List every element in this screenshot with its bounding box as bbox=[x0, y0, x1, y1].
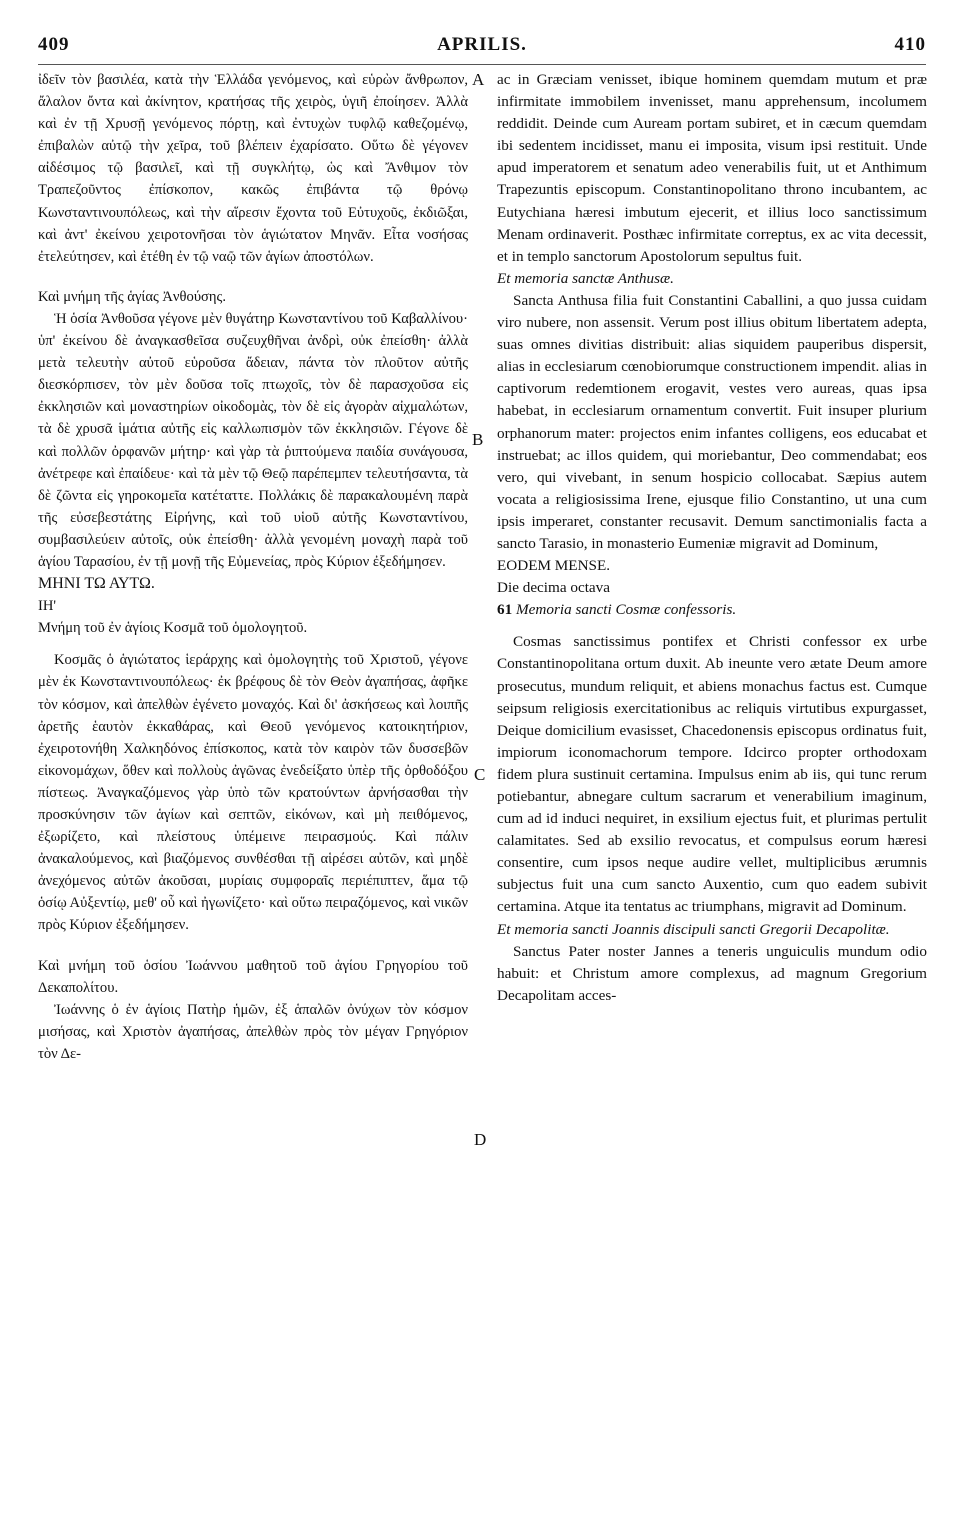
running-title: APRILIS. bbox=[437, 34, 527, 55]
latin-heading-text: Memoria sancti Cosmæ confessoris. bbox=[515, 601, 737, 619]
page-header bbox=[38, 34, 926, 65]
latin-column bbox=[497, 69, 927, 1007]
entry-number: 61 bbox=[497, 601, 513, 619]
greek-section-heading: ΜΗΝΙ ΤΩ ΑΥΤΩ. bbox=[38, 575, 155, 593]
margin-letter: C bbox=[474, 765, 486, 784]
left-page-number: 409 bbox=[38, 34, 70, 55]
greek-paragraph: Ἡ ὁσία Ἀνθοῦσα γέγονε μὲν θυγάτηρ Κωνσταντίνου τοῦ Καβαλλίνου· ὑπ' ἐκείνου δὲ ἀναγκασθεῖσα συζευχθῆναι ἀνδρὶ, οὐκ ἐπείσθη· ἀλλὰ μετὰ τελευτὴν αὐτοῦ εὑροῦσα ἄδειαν, πάντα τὸν πλοῦτον αὐτῆς διεσκόρπισεν, τὸν μὲν δοῦσα τοῖς πτωχοῖς, τὸν δὲ παρασχοῦσα εἰς ἐκκλησιῶν καὶ μοναστηρίων οἰκοδομὰς, τὸν δὲ εἰς ἀγορὰν αἰχμαλώτων, τὰ δὲ χρυσᾶ ἱμάτια αὐτῆς εἰς καλλωπισμὸν τῶν ἐκκλησιῶν. Γέγονε δὲ καὶ πολλῶν ὀρφανῶν μήτηρ· καὶ γὰρ τὰ ῥιπτούμενα παιδία συνάγουσα, ἀνέτρεφε καὶ ἐπαίδευε· καὶ τὰ μὲν τῷ Θεῷ παρέπεμπεν τελευτήσαντα, τὰ δὲ ζῶντα εἰς γηροκομεῖα κατέταττε. Πολλάκις δὲ παρακαλουμένη παρὰ τῆς εὐσεβεστάτης Εἰρήνης, καὶ τοῦ υἱοῦ αὐτῆς Κωνσταντίνου, συμβασιλεύειν αὐτοῖς, οὐκ ἐπείσθη· ἀλλὰ γενομένη μοναχὴ παρὰ τοῦ ἁγίου Ταρασίου, ἐν τῇ μονῇ τῆς Εὐμενείας, πρὸς Κύριον ἐξεδήμησεν. bbox=[38, 310, 468, 570]
latin-heading-cosmas bbox=[497, 599, 927, 621]
greek-heading: Μνήμη τοῦ ἐν ἁγίοις Κοσμᾶ τοῦ ὁμολογητοῦ. bbox=[38, 620, 308, 637]
greek-heading: Καὶ μνήμη τῆς ἁγίας Ἀνθούσης. bbox=[38, 288, 226, 305]
margin-letter: D bbox=[474, 1130, 487, 1149]
latin-heading: Et memoria sancti Joannis discipuli sancti Gregorii Decapolitæ. bbox=[497, 920, 890, 938]
greek-heading: Καὶ μνήμη τοῦ ὁσίου Ἰωάννου μαθητοῦ τοῦ ἁγίου Γρηγορίου τοῦ Δεκαπολίτου. bbox=[38, 957, 468, 996]
latin-paragraph: Sancta Anthusa filia fuit Constantini Caballini, a quo jussa cuidam viro nubere, non assensit. Verum post illius obitum libertatem adepta, suas omnes divitias distribuit: alias siquidem pauperibus dispersit, alias in ecclesiarum cœnobiorumque constructionem impendit. alias in captivorum redemtionem erogavit, vestes vero aureas, quas ipsa habebat, in ecclesiarum ornamentum convertit. Fuit insuper plurium orphanorum mater: projectos enim infantes colligens, eos educabat et instruebat; ac illos quidem, qui moriebantur, Deo commendabat; eos vero, qui vivebant, in senum hospicio collocabat. Sæpius autem vocata a religiosissima Irene, ejusque filio Constantino, ut una cum ipsis imperaret, constanter recusavit. Demum sanctimonialis facta a sancto Tarasio, in monasterio Eumeniæ migravit ad Dominum, bbox=[497, 291, 927, 552]
latin-day-heading: Die decima octava bbox=[497, 579, 611, 597]
greek-column bbox=[38, 69, 468, 1065]
greek-day-heading: ΙΗ' bbox=[38, 598, 57, 615]
latin-section-heading: EODEM MENSE. bbox=[497, 557, 611, 575]
latin-heading: Et memoria sanctæ Anthusæ. bbox=[497, 269, 674, 287]
greek-paragraph: Κοσμᾶς ὁ ἁγιώτατος ἱεράρχης καὶ ὁμολογητὴς τοῦ Χριστοῦ, γέγονε μὲν ἐκ Κωνσταντινουπόλεως· ἐκ βρέφους δὲ τὸν Θεὸν ἀγαπήσας, ἀφῆκε τὸν κόσμον, καὶ ἀπελθὼν ἐγένετο μοναχός. Καὶ δι' ἀσκήσεως καὶ λοιπῆς ἀρετῆς ἑαυτὸν ἐκκαθάρας, καὶ Θεοῦ γενόμενος κατοικητήριον, ἐχειροτονήθη Χαλκηδόνος ἐπίσκοπος, κατὰ τὸν καιρὸν τῶν δυσσεβῶν εἰκονομάχων, ὅθεν καὶ πολλοὺς ἀγῶνας ἐνεδείξατο ὑπὲρ τῆς ὀρθοδόξου πίστεως. Ἀναγκαζόμενος γὰρ ὑπὸ τῶν κρατούντων ἀρνήσασθαι τὴν προσκύνησιν τῶν ἁγίων καὶ σεπτῶν, εἰκόνων, καὶ μὴ πειθόμενος, ἐξωρίζετο, καὶ πλείστους ὑπέμεινε πειρασμούς. Καὶ πάλιν ἀνακαλούμενος, καὶ βιαζόμενος συνθέσθαι τῇ αἱρέσει αὐτῶν, καὶ μηδὲ ἀνεχόμενος αὐτῶν ἀκοῦσαι, μυρίαις συμφοραῖς περιέπιπτεν, ἅμα τῷ ὁσίῳ Αὐξεντίῳ, μεθ' οὗ καὶ ἠγωνίζετο· καὶ οὕτω πειραζόμενος, καὶ νικῶν πρὸς Κύριον ἐξεδήμησεν. bbox=[38, 652, 468, 934]
greek-paragraph: Ἰωάννης ὁ ἐν ἁγίοις Πατὴρ ἡμῶν, ἐξ ἁπαλῶν ὀνύχων τὸν κόσμον μισήσας, καὶ Χριστὸν ἀγαπήσας, ἀπελθὼν πρὸς τὸν μέγαν Γρηγόριον τὸν Δε- bbox=[38, 1001, 468, 1062]
margin-letter: B bbox=[472, 430, 484, 449]
right-page-number: 410 bbox=[894, 34, 926, 55]
latin-paragraph: Sanctus Pater noster Jannes a teneris unguiculis mundum odio habuit: et Christum amore complexus, ad magnum Gregorium Decapolitam acces- bbox=[497, 942, 927, 1004]
margin-letter: A bbox=[472, 70, 485, 89]
latin-paragraph: Cosmas sanctissimus pontifex et Christi confessor ex urbe Constantinopolitana ortum duxit. Ab ineunte vero ætate Deum amore prosecutus, mundum reliquit, et abiens monachus factus est. Cumque seipsum religiosis exercitationibus ac reliquis virtutibus expurgasset, Deique domicilium evasisset, Chacedonensis episcopus ordinatus fuit, impiorum iconomachorum tempore. Idcirco propter orthodoxam fidem plura sustinuit certamina. Impulsus enim ab iis, qui tunc rerum potiebantur, abnegare cultum sacrarum et venerabilium imaginum, cum ad id induci nequiret, in exsilium ejectus fuit, et plurimas pertulit calamitates. Sed ab exsilio revocatus, et compulsus eorum hæresi consentire, cum ipsos neque audire vellet, multiplicibus ærumnis subjectus fuit una cum sancto Auxentio, cum quo eadem subivit certamina. Atque ita tentatus ac triumphans, migravit ad Dominum. bbox=[497, 633, 927, 916]
latin-paragraph: ac in Græciam venisset, ibique hominem quemdam mutum et præ infirmitate immobilem invenisset, manu apprehensum, incolumem reddidit. Deinde cum Auream portam subiret, et in cæcum quemdam ibi sedentem incidisset, manu ei imposita, visum ipsi restituit. Unde apud imperatorem et senatum adeo venerabilis fuit, ut et Anthimum Trapezuntis episcopum. Constantinopolitano throno incubantem, ac Eutychiana hæresi imbutum ejecerit, et illius loco sanctissimum Menam ordinaverit. Posthæc infirmitate correptus, ex ac vita decessit, et in templo sanctorum Apostolorum sepultus fuit. bbox=[497, 71, 927, 265]
greek-paragraph: ἰδεῖν τὸν βασιλέα, κατὰ τὴν Ἑλλάδα γενόμενος, καὶ εὑρὼν ἄνθρωπον, ἄλαλον ὄντα καὶ ἀκίνητον, κρατήσας τῆς χειρὸς, ὑγιῆ ἐποίησεν. Ἀλλὰ καὶ ἐν τῇ Χρυσῇ γενόμενος πόρτῃ, καὶ ἐντυχὼν τυφλῷ καθεζομένῳ, ἐπιβαλὼν αὐτῷ τὴν χεῖρα, τοῦ βλέπειν ἐχαρίσατο. Οὕτω δὲ γέγονεν αἰδέσιμος τῷ βασιλεῖ, καὶ τῇ συγκλήτῳ, ὡς καὶ Ἄνθιμον τὸν Τραπεζοῦντος ἐπίσκοπον, κακῶς ἐπιβάντα τῷ θρόνῳ Κωνσταντινουπόλεως, καὶ τὴν αἵρεσιν ἔχοντα τοῦ Εὐτυχοῦς, ἐκδιῶξαι, καὶ ἀντ' ἐκείνου χειροτονῆσαι τὸν ἁγιώτατον Μηνᾶν. Εἶτα νοσήσας ἐτελεύτησεν, καὶ ἐτέθη ἐν τῷ ναῷ τῶν ἁγίων ἀποστόλων. bbox=[38, 72, 468, 265]
